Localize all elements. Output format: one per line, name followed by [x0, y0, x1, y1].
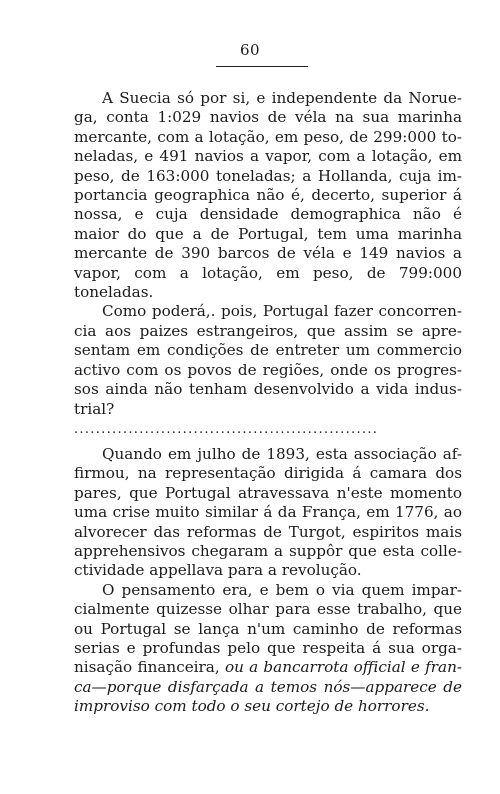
body-text-top [74, 89, 462, 419]
paragraph-pensamento-italic: ou a bancarrota official e fran-ca—porque disfarçada a temos nós—apparece de improviso com todo o seu cortejo de horrores. [74, 658, 463, 716]
header-rule [216, 66, 308, 67]
page-number: 60 [239, 41, 261, 59]
paragraph-suecia: A Suecia só por si, e independente da Norue-ga, conta 1:029 navios de véla na sua marinha mercante, com a lotação, em peso, de 299:000 to-neladas, e 491 navios a vapor, com a lotação, em peso, de 163:000 toneladas; a Hollanda, cuja im-portancia geographica não é, decerto, superior á nossa, e cuja densidade demographica não é maior do que a de Portugal, tem uma marinha mercante de 390 barcos de véla e 149 navios a vapor, com a lotação, em peso, de 799:000 toneladas. [74, 89, 462, 302]
body-text-bottom [74, 445, 462, 717]
paragraph-pensamento [74, 581, 462, 717]
dotted-separator: ........................................................ [74, 422, 379, 437]
paragraph-pensamento-plain: O pensamento era, e bem o via quem impar-cialmente quizesse olhar para esse trabalho, que ou Portugal se lança n'um caminho de reformas serias e profundas pelo que respeita á sua orga-nisação financeira, [74, 580, 462, 677]
paragraph-quando: Quando em julho de 1893, esta associação af-firmou, na representação dirigida á camara dos pares, que Portugal atravessava n'este momento uma crise muito similar á da França, em 1776, ao alvorecer das reformas de Turgot, espiritos mais apprehensivos chegaram a suppôr que esta colle-ctividade appellava para a revolução. [74, 445, 462, 580]
paragraph-como-podera: Como poderá,. pois, Portugal fazer concorren-cia aos paizes estrangeiros, que assim se apre-sentam em condições de entreter um commercio activo com os povos de regiões, onde os progres-sos ainda não tenham desenvolvido a vida indus-trial? [74, 302, 462, 418]
